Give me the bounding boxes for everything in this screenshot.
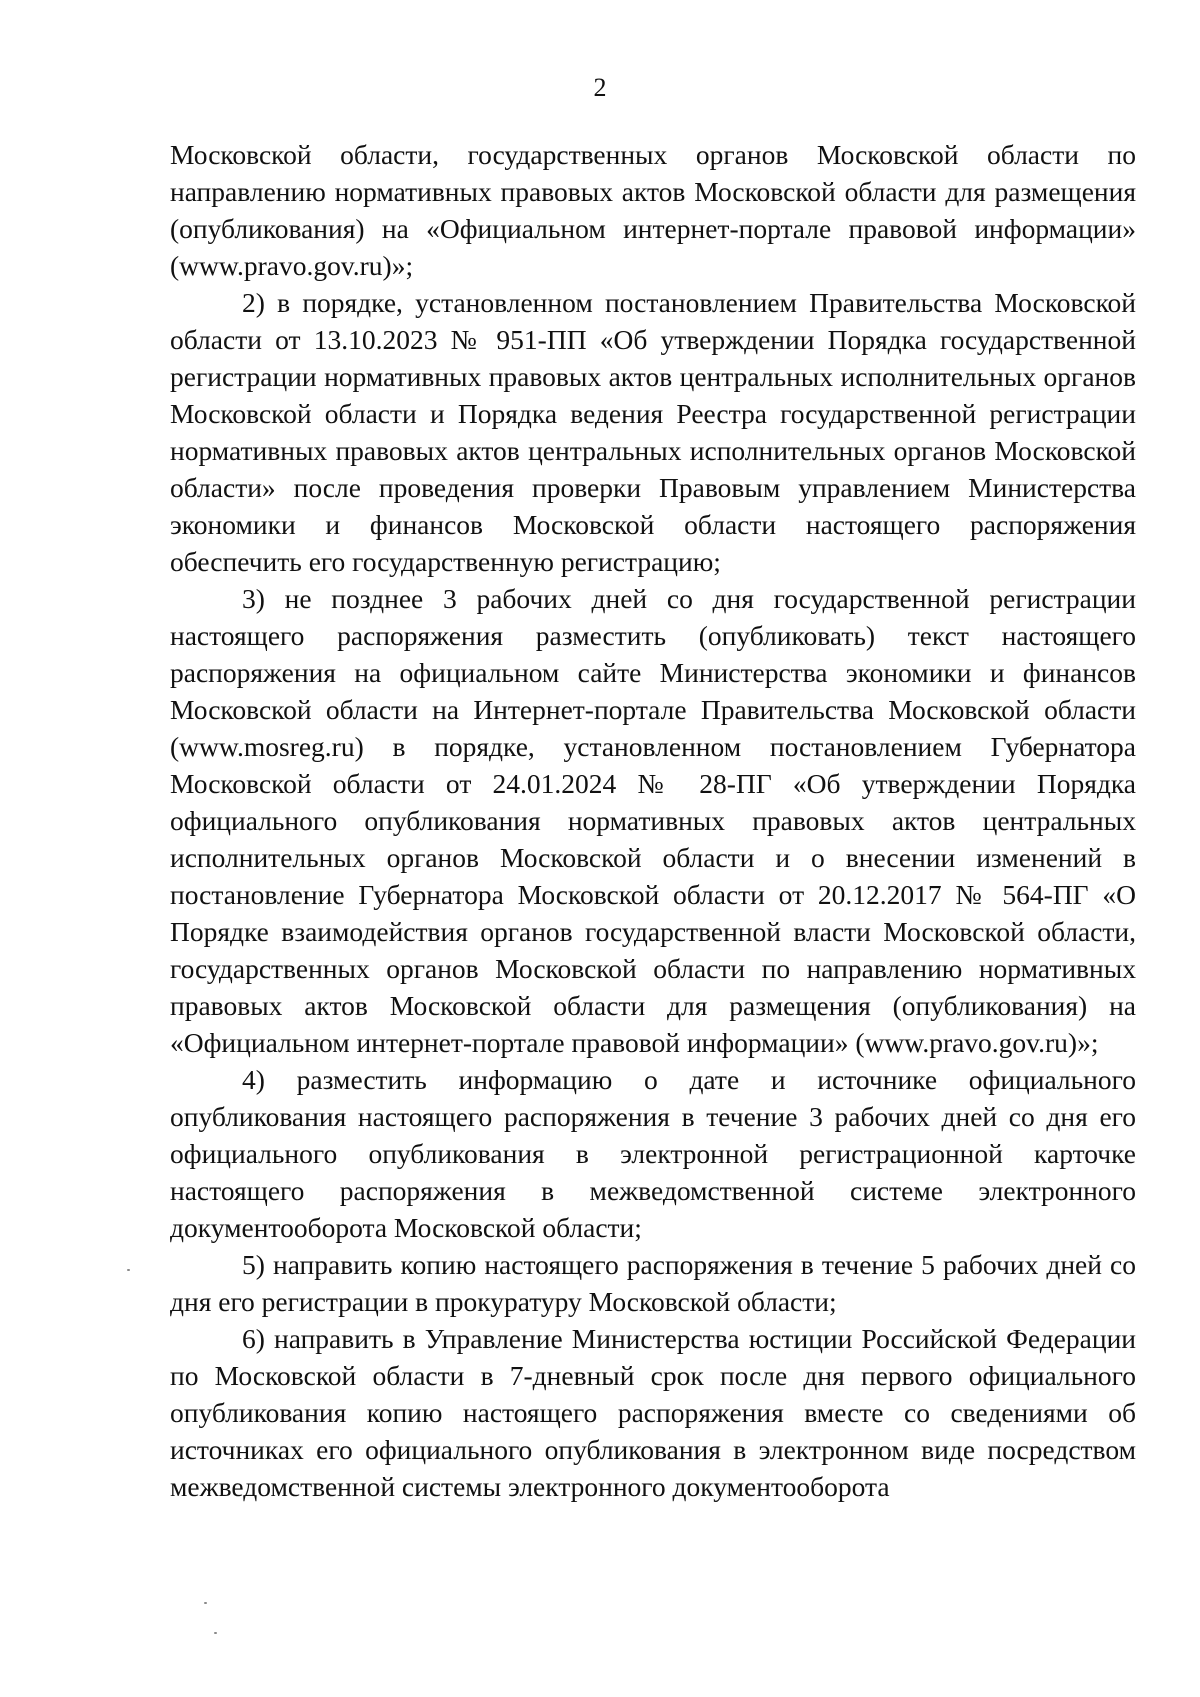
page-number: 2 <box>593 73 607 102</box>
document-body <box>170 136 1136 1505</box>
paragraph-item-2: 2) в порядке, установленном постановлением Правительства Московской области от 13.10.2023 № 951-ПП «Об утверждении Порядка государственной регистрации нормативных правовых актов центральных исполнительных органов Московской области и Порядка ведения Реестра государственной регистрации нормативных правовых актов центральных исполнительных органов Московской области» после проведения проверки Правовым управлением Министерства экономики и финансов Московской области настоящего распоряжения обеспечить его государственную регистрацию; <box>170 287 1136 577</box>
scan-speck <box>214 1632 217 1634</box>
scan-speck <box>204 1602 207 1604</box>
paragraph-continuation: Московской области, государственных органов Московской области по направлению нормативных правовых актов Московской области для размещения (опубликования) на «Официальном интернет-портале правовой информации» (www.pravo.gov.ru)»; <box>170 139 1136 281</box>
scan-speck <box>127 1269 130 1271</box>
paragraph-item-5: 5) направить копию настоящего распоряжения в течение 5 рабочих дней со дня его регистрации в прокуратуру Московской области; <box>170 1249 1136 1317</box>
paragraph-item-4: 4) разместить информацию о дате и источнике официального опубликования настоящего распоряжения в течение 3 рабочих дней со дня его официального опубликования в электронной регистрационной карточке настоящего распоряжения в межведомственной системе электронного документооборота Московской области; <box>170 1064 1136 1243</box>
paragraph-item-6: 6) направить в Управление Министерства юстиции Российской Федерации по Московской области в 7-дневный срок после дня первого официального опубликования копию настоящего распоряжения вместе со сведениями об источниках его официального опубликования в электронном виде посредством межведомственной системы электронного документооборота <box>170 1323 1136 1502</box>
paragraph-item-3: 3) не позднее 3 рабочих дней со дня государственной регистрации настоящего распоряжения разместить (опубликовать) текст настоящего распоряжения на официальном сайте Министерства экономики и финансов Московской области на Интернет-портале Правительства Московской области (www.mosreg.ru) в порядке, установленном постановлением Губернатора Московской области от 24.01.2024 № 28-ПГ «Об утверждении Порядка официального опубликования нормативных правовых актов центральных исполнительных органов Московской области и о внесении изменений в постановление Губернатора Московской области от 20.12.2017 № 564-ПГ «О Порядке взаимодействия органов государственной власти Московской области, государственных органов Московской области по направлению нормативных правовых актов Московской области для размещения (опубликования) на «Официальном интернет-портале правовой информации» (www.pravo.gov.ru)»; <box>170 583 1136 1058</box>
